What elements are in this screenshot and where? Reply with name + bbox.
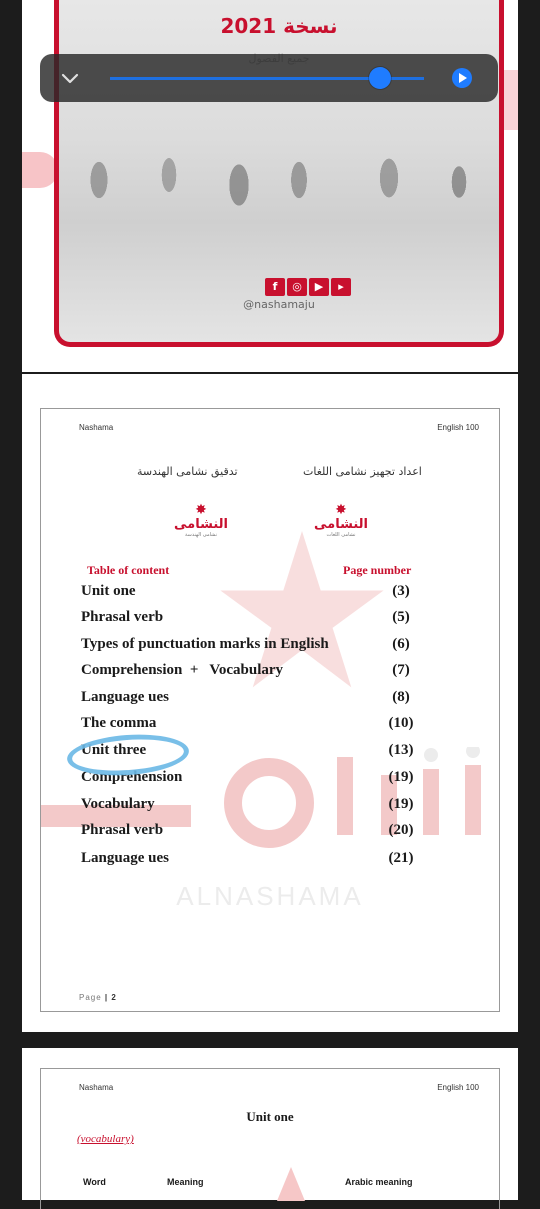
section-label: (vocabulary) — [77, 1133, 134, 1145]
toc-title: Vocabulary — [81, 796, 155, 812]
cover-photo — [59, 120, 499, 270]
toc-heading: Table of content — [87, 563, 170, 577]
toc-page-number: (6) — [392, 636, 410, 652]
instagram-icon: ◎ — [287, 278, 307, 296]
toc-page-number: (20) — [388, 822, 414, 838]
seek-thumb[interactable] — [369, 67, 391, 89]
toc-page-number: (8) — [392, 689, 410, 705]
column-header-arabic: Arabic meaning — [345, 1177, 413, 1187]
toc-title: Types of punctuation marks in English — [81, 636, 329, 652]
toc-title: Phrasal verb — [81, 609, 164, 625]
logo-text: النشامى — [314, 517, 368, 532]
page-number-heading: Page number — [343, 563, 412, 577]
cover-title: نسخة 2021 — [220, 14, 338, 38]
toc-title: The comma — [81, 715, 157, 731]
star-icon: ✸ — [335, 502, 347, 518]
vocab-page-frame — [40, 1068, 500, 1209]
toc-title: Comprehension — [81, 769, 183, 785]
toc-title: Language ues — [81, 689, 169, 705]
toc-title: Unit one — [81, 583, 136, 599]
video-icon: ▸ — [331, 278, 351, 296]
toc-page-number: (21) — [388, 850, 414, 866]
toc-page — [22, 374, 518, 1032]
watermark-star-icon — [277, 1167, 305, 1201]
toc-row — [81, 850, 481, 870]
youtube-icon: ▶ — [309, 278, 329, 296]
star-icon: ✸ — [195, 502, 207, 518]
toc-page-number: (19) — [388, 796, 414, 812]
toc-row — [81, 662, 481, 682]
cover-decoration-left — [22, 152, 58, 188]
page-footer — [79, 993, 117, 1002]
facebook-icon: f — [265, 278, 285, 296]
logo-tagline: نشامى الهندسة — [184, 532, 218, 538]
column-header-word: Word — [83, 1177, 106, 1187]
toc-page-frame — [40, 408, 500, 1012]
footer-label: Page — [79, 993, 102, 1002]
vocab-page — [22, 1048, 518, 1200]
credit-reviewer: تدقيق نشامى الهندسة — [137, 465, 238, 478]
unit-title: Unit one — [246, 1109, 294, 1124]
toc-row — [81, 822, 481, 842]
toc-page-number: (13) — [388, 742, 414, 758]
toc-row — [81, 609, 481, 629]
logo-engineering — [159, 503, 243, 543]
toc-row — [81, 636, 481, 656]
header-left: Nashama — [79, 423, 114, 432]
toc-row — [81, 715, 481, 735]
toc-page-number: (10) — [388, 715, 414, 731]
toc-page-number: (19) — [388, 769, 414, 785]
play-icon[interactable] — [452, 68, 472, 88]
toc-title: Unit three — [81, 742, 147, 758]
logo-languages — [299, 503, 383, 543]
media-control-bar — [40, 54, 498, 102]
toc-title: Language ues — [81, 850, 169, 866]
toc-page-number: (5) — [392, 609, 410, 625]
header-right: English 100 — [437, 1083, 479, 1092]
watermark-text: ALNASHAMA — [176, 881, 364, 911]
credit-preparer: اعداد تجهيز نشامى اللغات — [303, 465, 422, 478]
logo-text: النشامى — [174, 517, 228, 532]
header-left: Nashama — [79, 1083, 114, 1092]
footer-page-number: | 2 — [104, 993, 117, 1002]
cover-frame — [54, 0, 504, 347]
toc-title: Phrasal verb — [81, 822, 164, 838]
column-header-meaning: Meaning — [167, 1177, 204, 1187]
toc-page-number: (7) — [392, 662, 410, 678]
chevron-down-icon[interactable] — [58, 66, 82, 90]
toc-row — [81, 689, 481, 709]
social-handle: @nashamaju — [243, 298, 315, 311]
toc-page-number: (3) — [392, 583, 410, 599]
toc-title: Comprehension + Vocabulary — [81, 662, 284, 678]
logo-tagline: نشامى اللغات — [326, 532, 356, 538]
header-right: English 100 — [437, 423, 479, 432]
toc-row — [81, 583, 481, 603]
toc-row — [81, 796, 481, 816]
social-icons — [265, 278, 351, 296]
